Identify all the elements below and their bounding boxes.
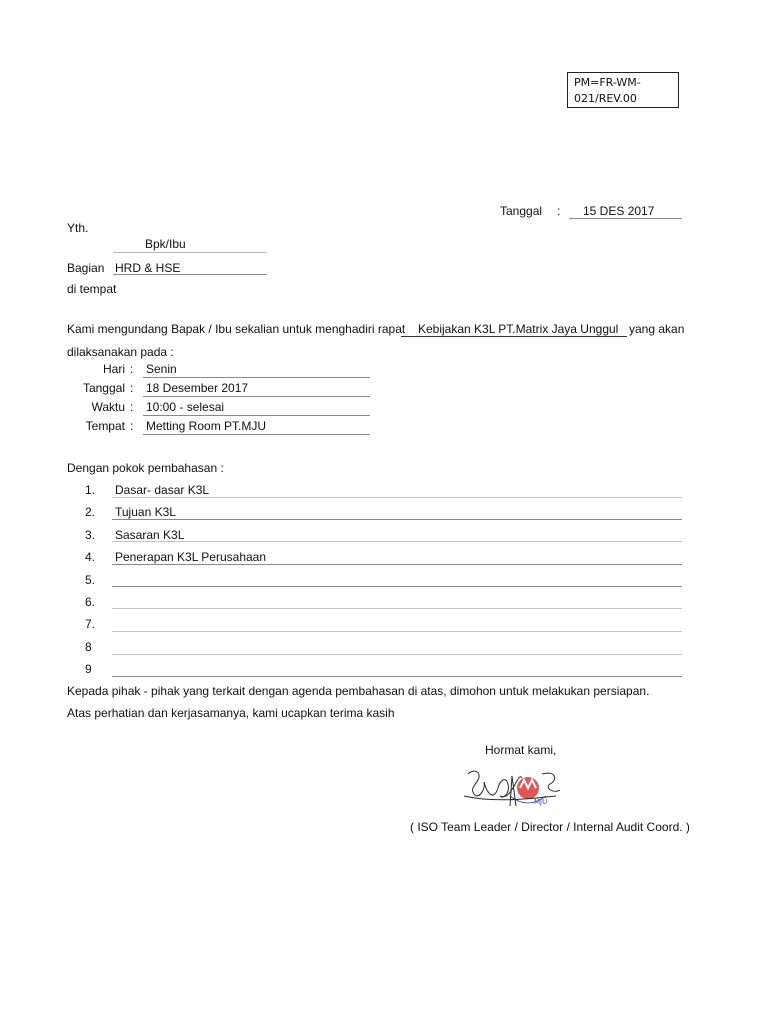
agenda-item-text: Tujuan K3L xyxy=(115,505,176,519)
agenda-item-underline xyxy=(112,676,682,677)
agenda-heading: Dengan pokok pembahasan : xyxy=(67,461,224,475)
signatory-role: ( ISO Team Leader / Director / Internal Audit Coord. ) xyxy=(410,820,690,834)
agenda-item-text: Penerapan K3L Perusahaan xyxy=(115,550,267,564)
schedule-label-waktu: Waktu xyxy=(91,400,125,414)
bagian-label: Bagian xyxy=(67,261,105,275)
agenda-item-text: Dasar- dasar K3L xyxy=(115,483,210,497)
agenda-item-underline xyxy=(112,564,682,565)
agenda-item-underline xyxy=(112,541,682,542)
stamp-text: MJU xyxy=(534,798,548,806)
agenda-item-underline xyxy=(112,497,682,498)
schedule-value-tanggal: 18 Desember 2017 xyxy=(146,381,249,395)
di-tempat: di tempat xyxy=(67,282,117,296)
agenda-item-underline xyxy=(112,608,682,609)
recipient-underline xyxy=(113,252,267,253)
date-label: Tanggal xyxy=(500,204,543,218)
agenda-item-number: 3. xyxy=(85,528,96,542)
schedule-label-tanggal: Tanggal xyxy=(82,381,125,395)
schedule-colon: : xyxy=(130,400,134,414)
schedule-underline xyxy=(143,415,370,416)
schedule-underline xyxy=(143,377,370,378)
document-code-line1: PM=FR-WM- xyxy=(574,76,641,89)
date-underline xyxy=(569,218,682,219)
schedule-value-tempat: Metting Room PT.MJU xyxy=(146,419,267,433)
schedule-underline xyxy=(143,434,370,435)
schedule-label-tempat: Tempat xyxy=(85,419,125,433)
agenda-item-number: 5. xyxy=(85,573,96,587)
agenda-item-underline xyxy=(112,631,682,632)
closing-line1: Kepada pihak - pihak yang terkait dengan agenda pembahasan di atas, dimohon untuk melakukan persiapan. xyxy=(67,684,650,698)
closing-line2: Atas perhatian dan kerjasamanya, kami ucapkan terima kasih xyxy=(67,706,395,720)
agenda-item-number: 7. xyxy=(85,617,96,631)
bagian-value: HRD & HSE xyxy=(115,261,181,275)
agenda-item-text: Sasaran K3L xyxy=(115,528,185,542)
invitation-suffix: yang akan xyxy=(629,322,685,336)
date-colon: : xyxy=(557,204,561,218)
meeting-topic-underline xyxy=(401,336,627,337)
agenda-item-underline xyxy=(112,654,682,655)
document-code-line2: 021/REV.00 xyxy=(574,92,637,105)
schedule-colon: : xyxy=(130,419,134,433)
hormat-kami: Hormat kami, xyxy=(485,743,557,757)
agenda-item-number: 8 xyxy=(85,640,92,654)
yth-label: Yth. xyxy=(67,221,89,235)
schedule-underline xyxy=(143,396,370,397)
schedule-colon: : xyxy=(130,381,134,395)
agenda-item-number: 9 xyxy=(85,662,92,676)
invitation-prefix: Kami mengundang Bapak / Ibu sekalian untuk menghadiri rapat xyxy=(67,322,406,336)
schedule-label-hari: Hari xyxy=(102,362,125,376)
meeting-topic: Kebijakan K3L PT.Matrix Jaya Unggul xyxy=(418,322,619,336)
agenda-item-number: 1. xyxy=(85,483,96,497)
schedule-value-hari: Senin xyxy=(146,362,177,376)
schedule-value-waktu: 10:00 - selesai xyxy=(146,400,225,414)
agenda-item-number: 4. xyxy=(85,550,96,564)
agenda-item-number: 6. xyxy=(85,595,96,609)
bagian-underline xyxy=(113,274,267,275)
agenda-item-underline xyxy=(112,519,682,520)
recipient-name: Bpk/Ibu xyxy=(145,237,186,251)
date-value: 15 DES 2017 xyxy=(583,204,655,218)
schedule-colon: : xyxy=(130,362,134,376)
document-code-box xyxy=(567,72,679,108)
invitation-line2: dilaksanakan pada : xyxy=(67,345,174,359)
agenda-item-underline xyxy=(112,586,682,587)
signature-stamp-image xyxy=(460,766,570,816)
agenda-item-number: 2. xyxy=(85,505,96,519)
